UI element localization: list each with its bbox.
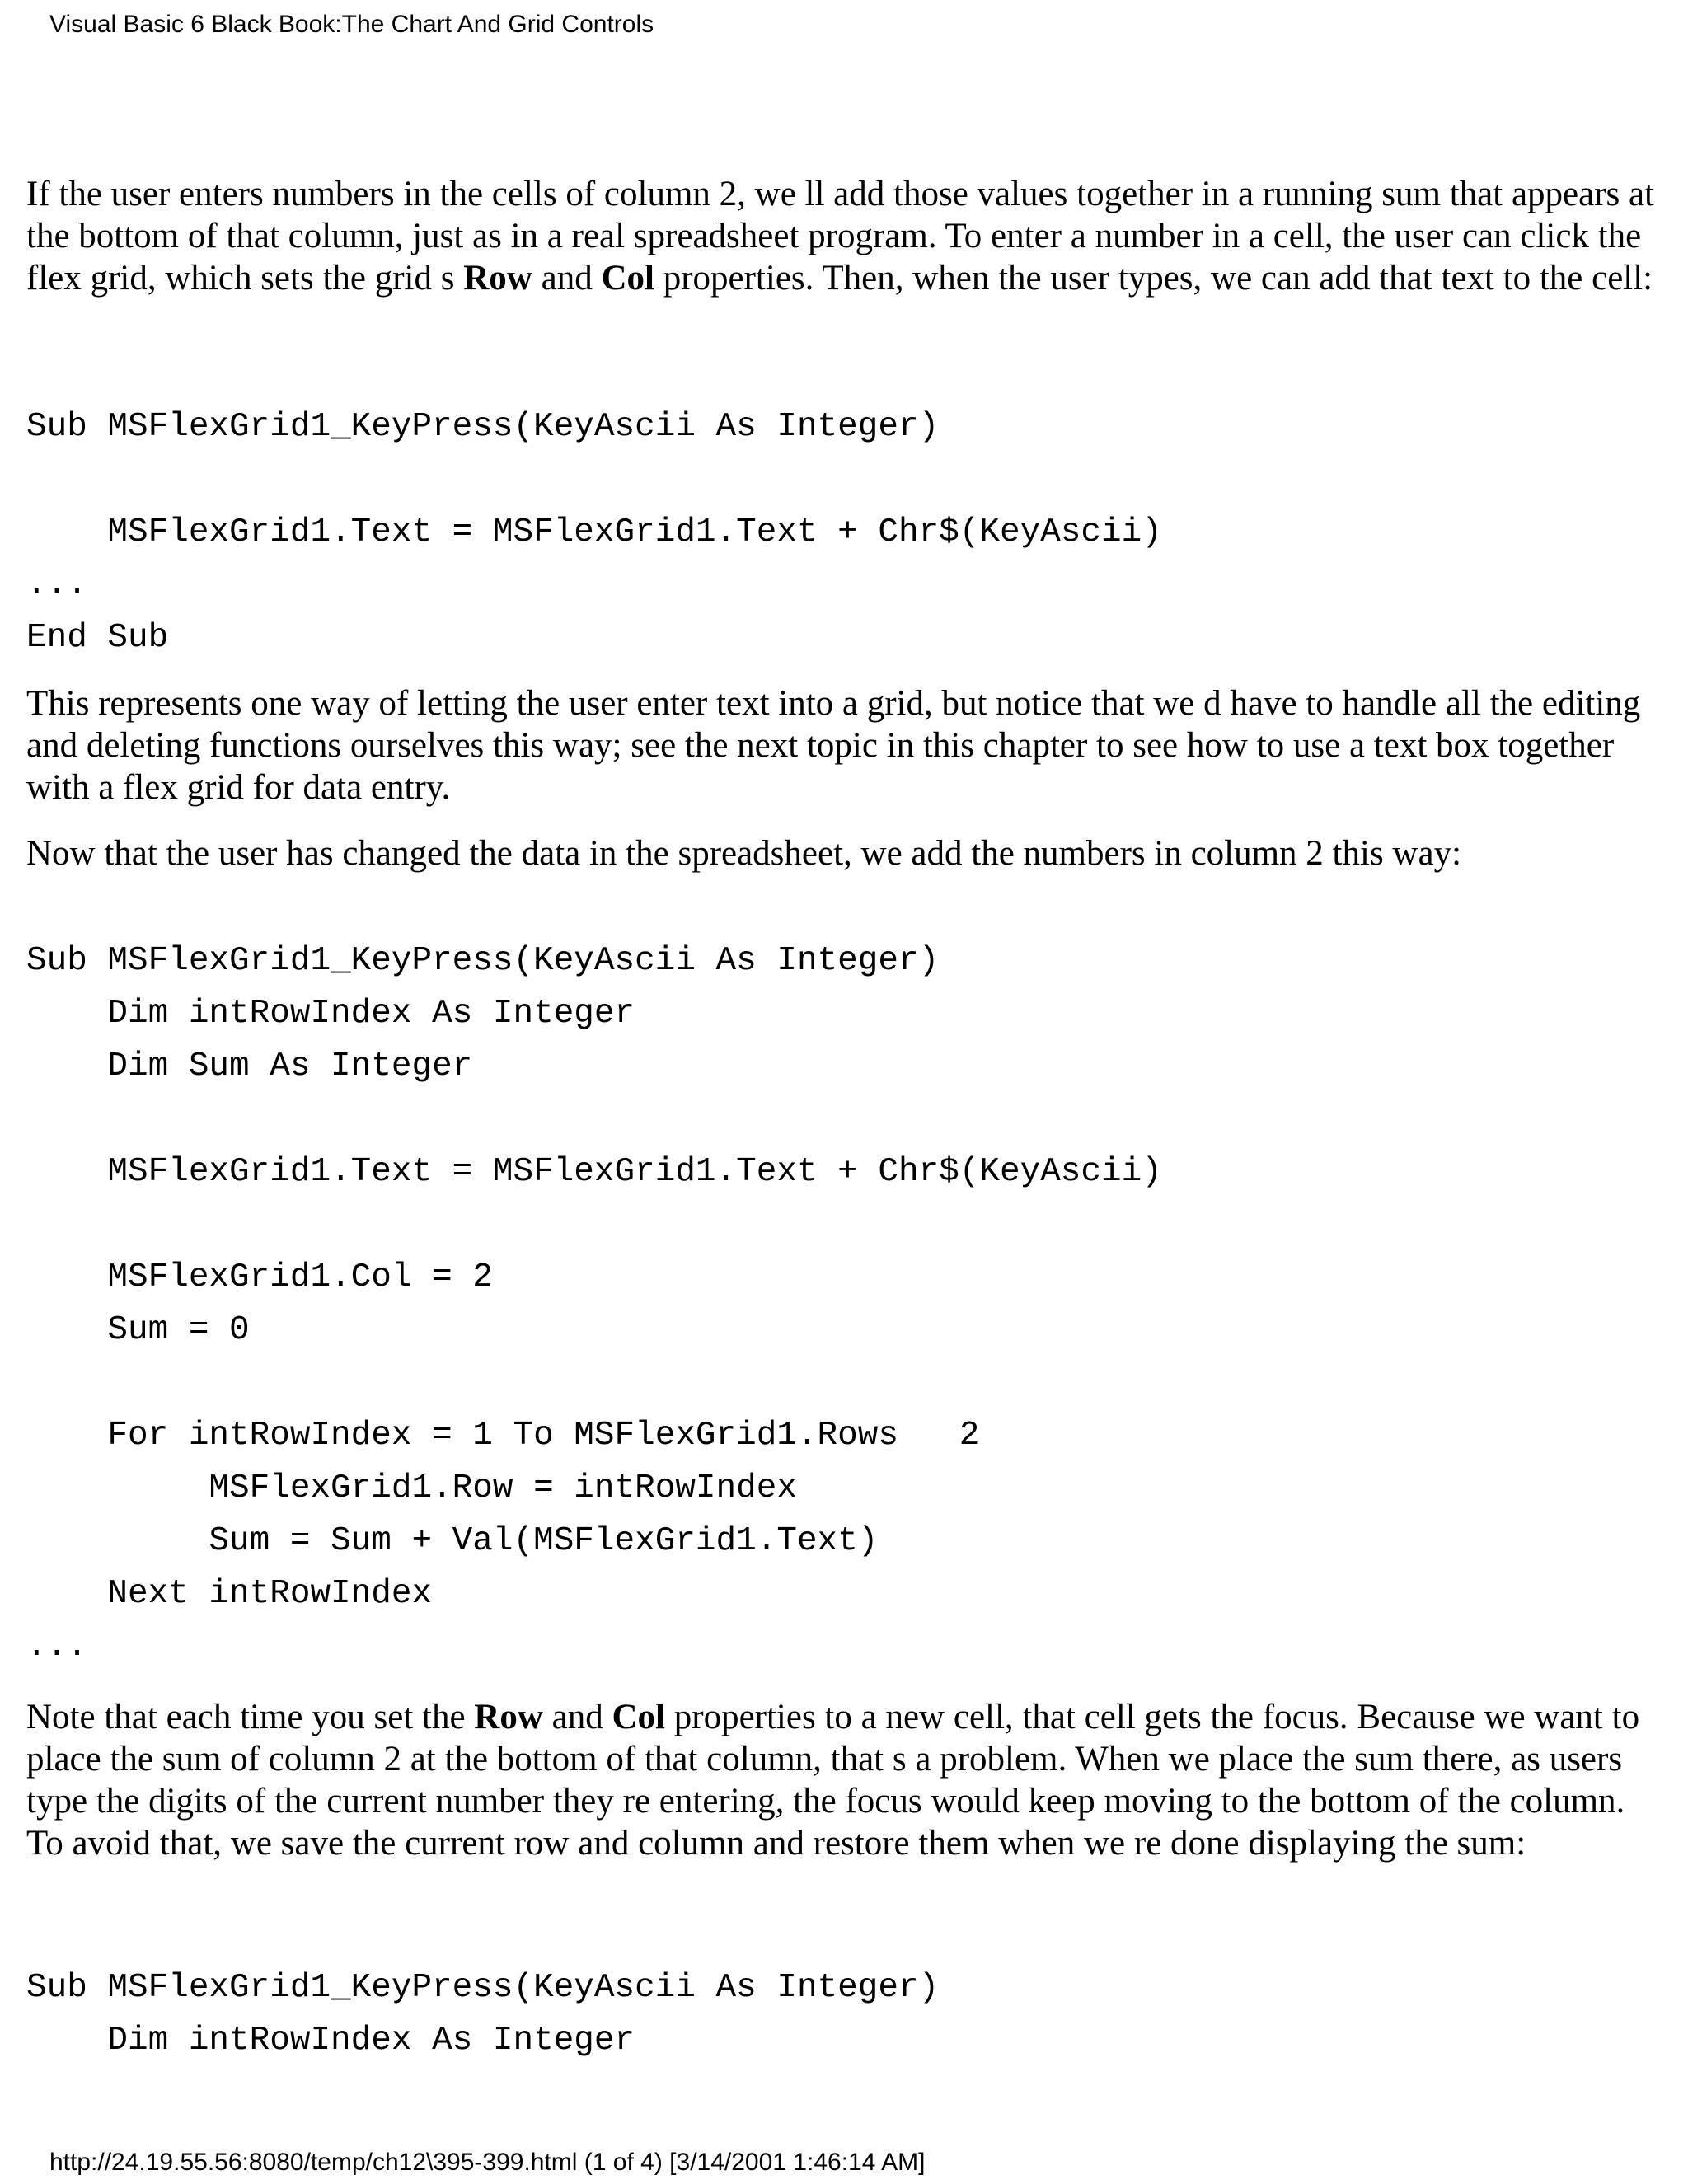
- row-property-keyword-2: Row: [474, 1698, 543, 1736]
- col-property-keyword-2: Col: [612, 1698, 665, 1736]
- col-property-keyword: Col: [601, 259, 654, 298]
- code-block-keypress-restore: Sub MSFlexGrid1_KeyPress(KeyAscii As Integer) Dim intRowIndex As Integer: [26, 1969, 940, 2060]
- paragraph-intro-text-2: and: [532, 259, 602, 298]
- paragraph-focus-text-2: and: [542, 1698, 612, 1736]
- paragraph-sum-intro: Now that the user has changed the data in the spreadsheet, we add the numbers in column 2 this way:: [26, 834, 1462, 873]
- paragraph-intro: [26, 173, 1667, 299]
- paragraph-focus-text-1: Note that each time you set the: [26, 1698, 475, 1736]
- page-footer-url: http://24.19.55.56:8080/temp/ch12\395-399.html (1 of 4) [3/14/2001 1:46:14 AM]: [49, 2149, 926, 2176]
- paragraph-focus-note: [26, 1696, 1667, 1864]
- page-header: Visual Basic 6 Black Book:The Chart And Grid Controls: [49, 11, 654, 38]
- code-block-keypress-sum: Sub MSFlexGrid1_KeyPress(KeyAscii As Integer) Dim intRowIndex As Integer Dim Sum As Integer MSFlexGrid1.Text = MSFlexGrid1.Text + Chr$(KeyAscii) MSFlexGrid1.Col = 2 Sum = 0 For intRowIndex = 1 To MSFlexGrid1.Rows 2 MSFlexGrid1.Row = intRowIndex Sum = Sum + Val(MSFlexGrid1.Text) Next intRowIndex ...: [26, 942, 1162, 1666]
- code-block-keypress-basic: Sub MSFlexGrid1_KeyPress(KeyAscii As Integer) MSFlexGrid1.Text = MSFlexGrid1.Text + Chr$(KeyAscii) ... End Sub: [26, 408, 1162, 657]
- paragraph-intro-text-3: properties. Then, when the user types, we can add that text to the cell:: [654, 259, 1653, 298]
- row-property-keyword: Row: [463, 259, 532, 298]
- paragraph-intro-text-1: If the user enters numbers in the cells of column 2, we ll add those values together in a running sum that appears at the bottom of that column, just as in a real spreadsheet program. To enter a number in a cell, the user can click the flex grid, which sets the grid s: [26, 175, 1655, 298]
- paragraph-focus-text-3: properties to a new cell, that cell gets the focus. Because we want to place the sum of column 2 at the bottom of that column, that s a problem. When we place the sum there, as users type the digits of the current number they re entering, the focus would keep moving to the bottom of the column. To avoid that, we save the current row and column and restore them when we re done displaying the sum:: [26, 1698, 1640, 1863]
- paragraph-editing-note: This represents one way of letting the user enter text into a grid, but notice that we d have to handle all the editing and deleting functions ourselves this way; see the next topic in this chapter to see how to use a text box together with a flex grid for data entry.: [26, 684, 1641, 807]
